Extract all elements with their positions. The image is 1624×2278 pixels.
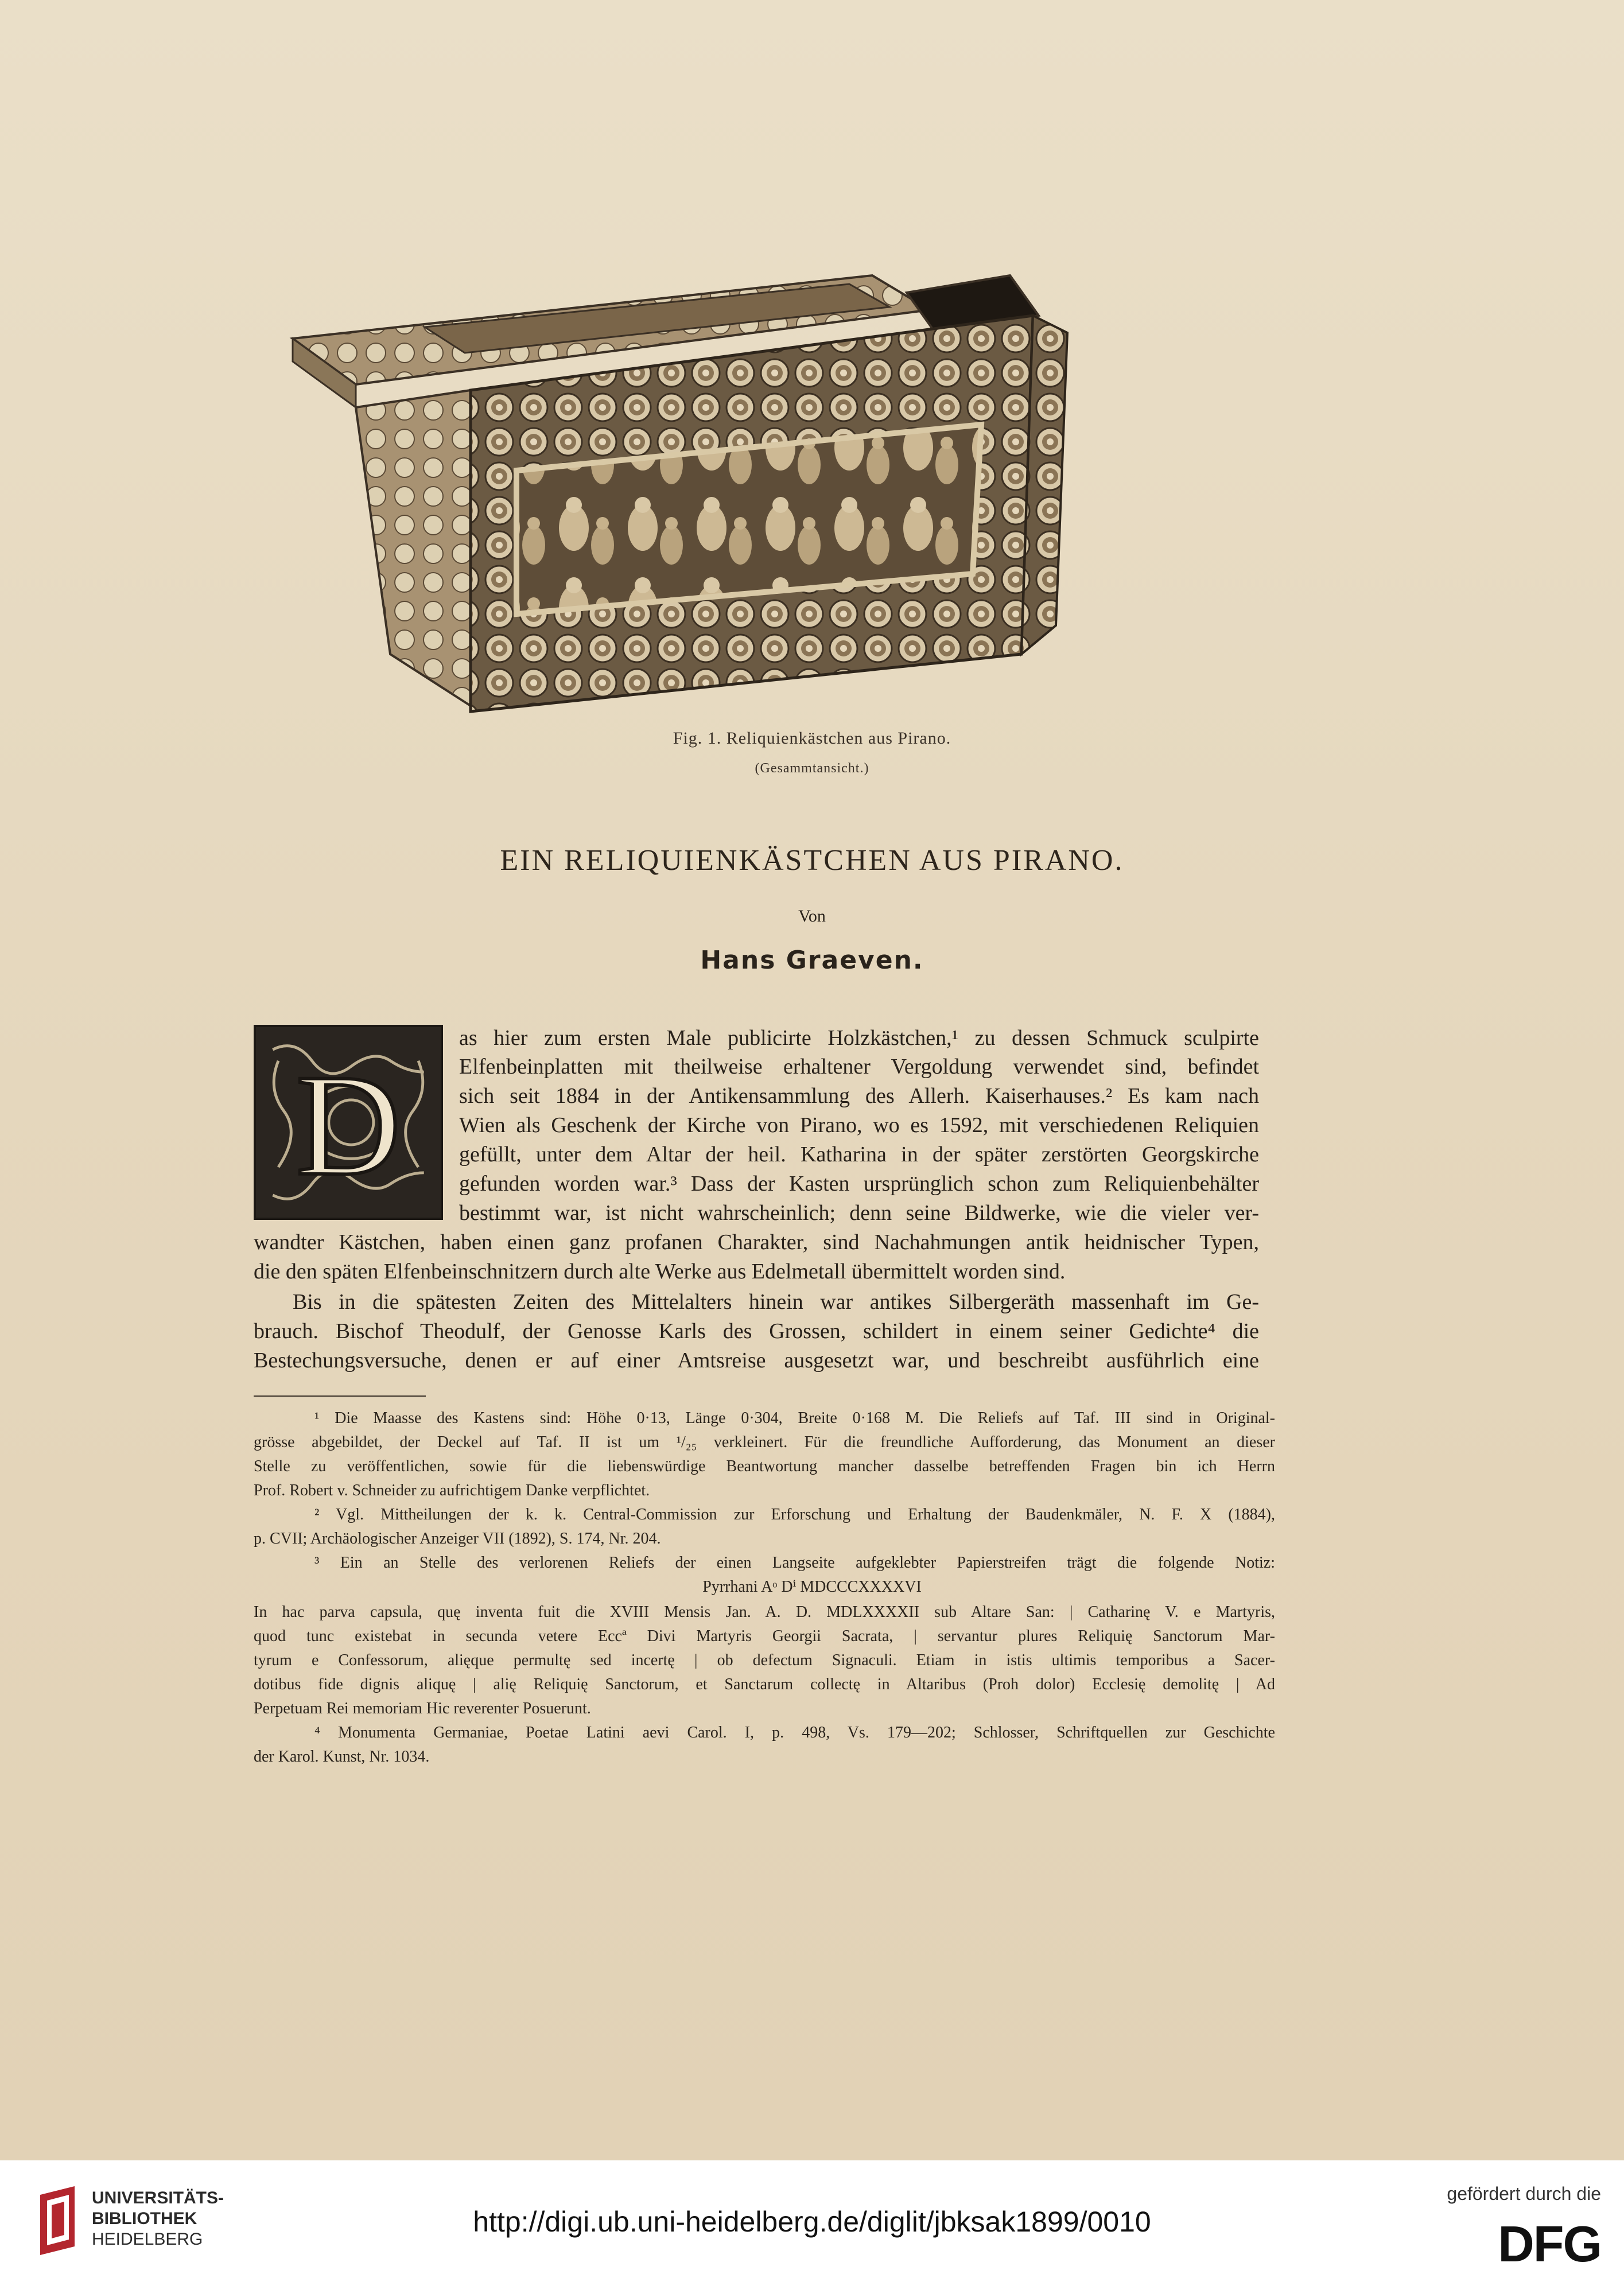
footnote-rule — [254, 1395, 426, 1397]
figure-subcaption: (Gesammtansicht.) — [755, 761, 869, 776]
body-line: Elfenbeinplatten mit theilweise erhaltener Vergoldung verwendet sind, befindet — [459, 1055, 1259, 1079]
author-name: Hans Graeven. — [700, 946, 924, 975]
article-title: EIN RELIQUIENKÄSTCHEN AUS PIRANO. — [500, 844, 1124, 877]
body-line: brauch. Bischof Theodulf, der Genosse Karls des Grossen, schildert in einem seiner Gedichte⁴ die — [254, 1319, 1259, 1343]
reliquary-casket-photo — [275, 252, 1205, 723]
footnote-line: der Karol. Kunst, Nr. 1034. — [254, 1748, 430, 1766]
footnote-line: p. CVII; Archäologischer Anzeiger VII (1892), S. 174, Nr. 204. — [254, 1530, 661, 1548]
footnote-line: grösse abgebildet, der Deckel auf Taf. II ist um ¹/₂₅ verkleinert. Für die freundliche Aufforderung, das Monument an dieser — [254, 1433, 1275, 1451]
body-line: as hier zum ersten Male publicirte Holzkästchen,¹ zu dessen Schmuck sculpirte — [459, 1026, 1259, 1050]
body-line: sich seit 1884 in der Antikensammlung des Allerh. Kaiserhauses.² Es kam nach — [459, 1084, 1259, 1108]
figure-caption: Fig. 1. Reliquienkästchen aus Pirano. — [673, 729, 951, 748]
footnote-line: Stelle zu veröffentlichen, sowie für die liebenswürdige Beantwortung mancher dasselbe betreffenden Fragen bin ich Herrn — [254, 1457, 1275, 1475]
digitization-footer — [0, 2160, 1624, 2278]
footnote-line: ² Vgl. Mittheilungen der k. k. Central-Commission zur Erforschung und Erhaltung der Baudenkmäler, N. F. X (1884), — [314, 1506, 1275, 1523]
decorated-initial — [254, 1025, 443, 1220]
initial-letter: D — [296, 1044, 401, 1206]
footnote-line: ⁴ Monumenta Germaniae, Poetae Latini aevi Carol. I, p. 498, Vs. 179—202; Schlosser, Schriftquellen zur Geschichte — [314, 1724, 1275, 1741]
permalink-url[interactable]: http://digi.ub.uni-heidelberg.de/diglit/jbksak1899/0010 — [473, 2206, 1151, 2238]
body-line: Wien als Geschenk der Kirche von Pirano, wo es 1592, mit verschiedenen Reliquien — [459, 1113, 1259, 1137]
library-name-line2: BIBLIOTHEK — [92, 2209, 197, 2228]
body-line: bestimmt war, ist nicht wahrscheinlich; denn seine Bildwerke, wie die vieler ver- — [459, 1201, 1259, 1225]
body-line: wandter Kästchen, haben einen ganz profanen Charakter, sind Nachahmungen antik heidnischer Typen, — [254, 1230, 1259, 1254]
initial-ornament — [256, 1027, 441, 1218]
footnote-line: quod tunc existebat in secunda vetere Eccª Divi Martyris Georgii Sacrata, | servantur plures Reliquię Sanctorum Mar- — [254, 1627, 1275, 1645]
body-line: gefüllt, unter dem Altar der heil. Katharina in der später zerstörten Georgskirche — [459, 1142, 1259, 1167]
funding-label: gefördert durch die — [1447, 2183, 1601, 2204]
footnote-line: Perpetuam Rei memoriam Hic reverenter Posuerunt. — [254, 1700, 591, 1717]
footnote-line: In hac parva capsula, quę inventa fuit die XVIII Mensis Jan. A. D. MDLXXXXII sub Altare San: | Catharinę V. e Martyris, — [254, 1603, 1275, 1621]
footnote-line: Pyrrhani Aᵒ Dⁱ MDCCCXXXXVI — [702, 1578, 922, 1596]
body-line: Bis in die spätesten Zeiten des Mittelalters hinein war antikes Silbergeräth massenhaft im Ge- — [293, 1290, 1259, 1314]
body-line: gefunden worden war.³ Dass der Kasten ursprünglich schon zum Reliquienbehälter — [459, 1172, 1259, 1196]
footnote-line: Prof. Robert v. Schneider zu aufrichtigem Danke verpflichtet. — [254, 1482, 650, 1499]
footnote-line: ³ Ein an Stelle des verlorenen Reliefs der einen Langseite aufgeklebter Papierstreifen trägt die folgende Notiz: — [314, 1554, 1275, 1572]
library-name-line1: UNIVERSITÄTS- — [92, 2188, 224, 2207]
library-name-line3: HEIDELBERG — [92, 2230, 203, 2249]
footnote-line: ¹ Die Maasse des Kastens sind: Höhe 0·13, Länge 0·304, Breite 0·168 M. Die Reliefs auf Taf. III sind in Original- — [314, 1409, 1275, 1427]
dfg-logo: DFG — [1498, 2215, 1601, 2272]
body-line: die den späten Elfenbeinschnitzern durch alte Werke aus Edelmetall übermittelt worden sind. — [254, 1259, 1066, 1284]
casket-illustration — [275, 252, 1205, 723]
byline: Von — [798, 907, 826, 926]
body-line: Bestechungsversuche, denen er auf einer Amtsreise ausgesetzt war, und beschreibt ausführlich eine — [254, 1348, 1259, 1373]
footnote-line: dotibus fide dignis aliquę | alię Reliquię Sanctorum, et Sanctarum collectę in Altaribus (Proh dolor) Ecclesię demolitę | Ad — [254, 1676, 1275, 1693]
footnote-line: tyrum e Confessorum, alięque permultę sed incertę | ob defectum Signaculi. Etiam in istis ultimis temporibus a Sacer- — [254, 1651, 1275, 1669]
